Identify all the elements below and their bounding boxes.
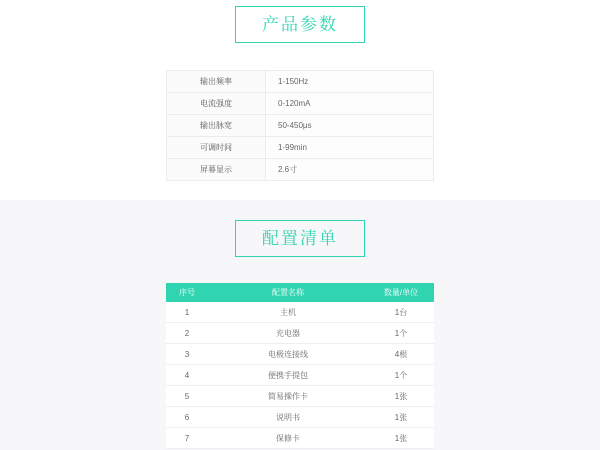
- config-no: 7: [166, 428, 208, 449]
- config-name: 充电器: [208, 323, 368, 344]
- config-name: 便携手提包: [208, 365, 368, 386]
- param-key: 屏幕显示: [167, 159, 266, 181]
- product-params-section: [0, 0, 600, 181]
- param-key: 输出频率: [167, 71, 266, 93]
- config-qty: 1台: [368, 302, 434, 323]
- param-value: 50-450μs: [266, 115, 434, 137]
- table-row: [167, 71, 434, 93]
- config-qty: 1个: [368, 323, 434, 344]
- column-header-no: 序号: [166, 283, 208, 302]
- table-row: [166, 386, 434, 407]
- table-row: [166, 407, 434, 428]
- table-row: [167, 93, 434, 115]
- config-no: 6: [166, 407, 208, 428]
- table-header-row: [166, 283, 434, 302]
- param-key: 输出脉宽: [167, 115, 266, 137]
- param-key: 电流强度: [167, 93, 266, 115]
- config-qty: 4根: [368, 344, 434, 365]
- table-row: [167, 137, 434, 159]
- config-qty: 1个: [368, 365, 434, 386]
- table-row: [167, 115, 434, 137]
- config-name: 电极连接线: [208, 344, 368, 365]
- config-name: 主机: [208, 302, 368, 323]
- config-qty: 1张: [368, 386, 434, 407]
- config-name: 简易操作卡: [208, 386, 368, 407]
- params-table-body: [167, 71, 434, 181]
- param-value: 1-150Hz: [266, 71, 434, 93]
- params-table: [166, 70, 434, 181]
- config-section-title: 配置清单: [235, 220, 365, 257]
- config-name: 说明书: [208, 407, 368, 428]
- config-no: 5: [166, 386, 208, 407]
- config-table-body: [166, 302, 434, 449]
- param-value: 2.6寸: [266, 159, 434, 181]
- table-row: [167, 159, 434, 181]
- config-qty: 1张: [368, 428, 434, 449]
- config-no: 2: [166, 323, 208, 344]
- param-value: 0-120mA: [266, 93, 434, 115]
- config-table: [166, 283, 434, 449]
- config-no: 3: [166, 344, 208, 365]
- config-title-wrap: [0, 220, 600, 257]
- config-qty: 1张: [368, 407, 434, 428]
- table-row: [166, 365, 434, 386]
- table-row: [166, 323, 434, 344]
- table-row: [166, 428, 434, 449]
- param-value: 1-99min: [266, 137, 434, 159]
- config-list-section: [0, 200, 600, 450]
- params-title-wrap: [0, 6, 600, 43]
- column-header-name: 配置名称: [208, 283, 368, 302]
- config-table-head: [166, 283, 434, 302]
- config-name: 保修卡: [208, 428, 368, 449]
- config-no: 1: [166, 302, 208, 323]
- params-section-title: 产品参数: [235, 6, 365, 43]
- table-row: [166, 344, 434, 365]
- column-header-qty: 数量/单位: [368, 283, 434, 302]
- config-no: 4: [166, 365, 208, 386]
- table-row: [166, 302, 434, 323]
- param-key: 可调时间: [167, 137, 266, 159]
